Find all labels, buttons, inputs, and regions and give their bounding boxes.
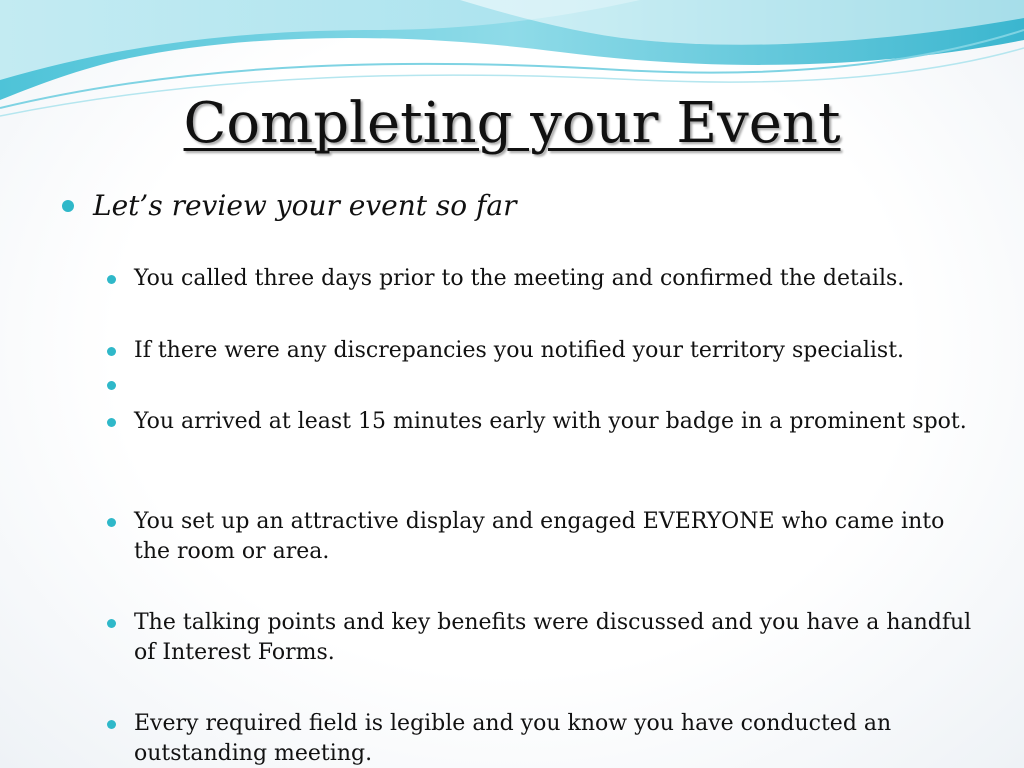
bullet-text: You called three days prior to the meeting and confirmed the details. [134,266,905,291]
bullet-item [107,507,987,567]
slide-title-text: Completing your Event [183,91,841,156]
bullet-dot-icon [107,418,116,427]
bullet-text: You set up an attractive display and engaged EVERYONE who came into the room or area. [134,509,945,564]
bullet-text: Every required field is legible and you know you have conducted an outstanding meeting. [134,711,892,766]
bullet-dot-icon [107,275,116,284]
bullet-dot-icon [107,518,116,527]
level1-bullet-item [65,186,965,226]
bullet-item [107,608,987,668]
level1-bullet-text: Let’s review your event so far [93,189,517,222]
bullet-dot-icon [62,200,74,212]
bullet-dot-icon [107,347,116,356]
bullet-text: The talking points and key benefits were discussed and you have a handful of Interest Forms. [134,610,972,665]
bullet-item [107,336,987,366]
bullet-dot-icon [107,381,116,390]
bullet-item [107,407,987,437]
bullet-item [107,264,987,294]
bullet-dot-icon [107,619,116,628]
slide-title [0,84,1024,164]
bullet-item [107,709,987,768]
bullet-dot-icon [107,720,116,729]
bullet-text: If there were any discrepancies you notified your territory specialist. [134,338,905,363]
bullet-text: You arrived at least 15 minutes early with your badge in a prominent spot. [134,409,967,434]
